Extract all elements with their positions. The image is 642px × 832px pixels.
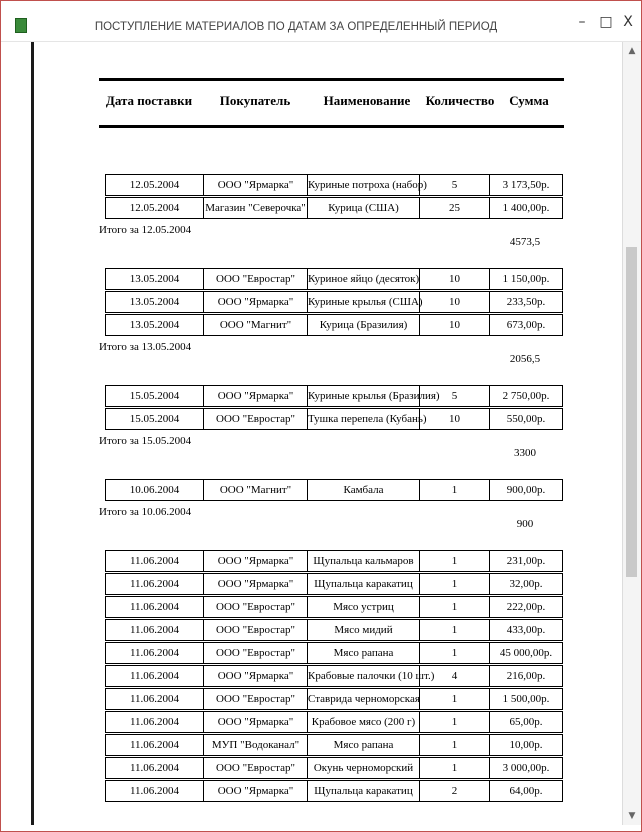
subtotal-value: 900 — [516, 518, 534, 530]
cell-date: 11.06.2004 — [106, 620, 204, 640]
subtotal-label: Итого за 12.05.2004 — [99, 224, 192, 236]
cell-name: Щупальца кальмаров — [308, 551, 420, 571]
cell-quantity: 1 — [420, 689, 490, 709]
cell-date: 15.05.2004 — [106, 386, 204, 406]
cell-name: Мясо рапана — [308, 735, 420, 755]
cell-name: Куриные крылья (Бразилия) — [308, 386, 420, 406]
subtotal-label: Итого за 15.05.2004 — [99, 435, 192, 447]
cell-name: Курица (США) — [308, 198, 420, 218]
cell-name: Тушка перепела (Кубань) — [308, 409, 420, 429]
page-edge — [31, 42, 34, 825]
window-title: ПОСТУПЛЕНИЕ МАТЕРИАЛОВ ПО ДАТАМ ЗА ОПРЕДЕЛЕННЫЙ ПЕРИОД — [94, 21, 498, 33]
title-bar[interactable] — [1, 1, 641, 42]
table-row — [105, 596, 563, 618]
cell-buyer: ООО "Ярмарка" — [204, 781, 308, 801]
cell-sum: 65,00р. — [509, 716, 543, 728]
cell-name: Крабовые палочки (10 шт.) — [308, 666, 420, 686]
cell-buyer: ООО "Евростар" — [204, 758, 308, 778]
cell-quantity: 10 — [420, 409, 490, 429]
table-row — [105, 550, 563, 572]
table-row — [105, 573, 563, 595]
cell-buyer: ООО "Евростар" — [204, 409, 308, 429]
table-row — [105, 408, 563, 430]
close-button[interactable]: X — [623, 14, 633, 30]
cell-buyer: ООО "Магнит" — [204, 315, 308, 335]
table-row — [105, 619, 563, 641]
header-sum: Сумма — [509, 93, 549, 108]
cell-sum: 32,00р. — [509, 578, 543, 590]
cell-quantity: 1 — [420, 551, 490, 571]
cell-date: 11.06.2004 — [106, 758, 204, 778]
header-name: Наименование — [323, 93, 411, 108]
cell-date: 13.05.2004 — [106, 269, 204, 289]
vertical-scrollbar[interactable] — [622, 42, 641, 825]
table-row — [105, 268, 563, 290]
cell-date: 11.06.2004 — [106, 735, 204, 755]
cell-sum: 3 173,50р. — [502, 179, 550, 191]
table-row — [105, 174, 563, 196]
cell-sum: 10,00р. — [509, 739, 543, 751]
cell-quantity: 4 — [420, 666, 490, 686]
cell-date: 11.06.2004 — [106, 781, 204, 801]
cell-date: 15.05.2004 — [106, 409, 204, 429]
header-date: Дата поставки — [105, 93, 193, 108]
cell-buyer: МУП "Водоканал" — [204, 735, 308, 755]
cell-date: 12.05.2004 — [106, 198, 204, 218]
cell-quantity: 10 — [420, 292, 490, 312]
subtotal-label: Итого за 13.05.2004 — [99, 341, 192, 353]
scroll-down-arrow-icon[interactable]: ▼ — [628, 811, 636, 821]
cell-quantity: 1 — [420, 574, 490, 594]
cell-buyer: ООО "Ярмарка" — [204, 666, 308, 686]
cell-quantity: 1 — [420, 597, 490, 617]
cell-name: Щупальца каракатиц — [308, 574, 420, 594]
table-row — [105, 314, 563, 336]
cell-name: Куриные крылья (США) — [308, 292, 420, 312]
cell-sum: 233,50р. — [506, 296, 546, 308]
cell-buyer: ООО "Евростар" — [204, 643, 308, 663]
cell-sum: 216,00р. — [506, 670, 546, 682]
subtotal-value: 3300 — [514, 447, 536, 459]
table-row — [105, 711, 563, 733]
subtotal-label: Итого за 10.06.2004 — [99, 506, 192, 518]
cell-sum: 1 400,00р. — [502, 202, 550, 214]
cell-sum: 64,00р. — [509, 785, 543, 797]
cell-buyer: ООО "Ярмарка" — [204, 574, 308, 594]
cell-quantity: 2 — [420, 781, 490, 801]
cell-date: 11.06.2004 — [106, 643, 204, 663]
cell-date: 13.05.2004 — [106, 292, 204, 312]
cell-date: 11.06.2004 — [106, 597, 204, 617]
table-row — [105, 197, 563, 219]
cell-quantity: 5 — [420, 386, 490, 406]
header-quantity: Количество — [425, 93, 495, 108]
subtotal-value: 2056,5 — [509, 353, 541, 365]
header-buyer: Покупатель — [219, 93, 291, 108]
cell-quantity: 1 — [420, 480, 490, 500]
table-row — [105, 665, 563, 687]
access-app-icon — [15, 18, 27, 33]
table-row — [105, 479, 563, 501]
cell-date: 13.05.2004 — [106, 315, 204, 335]
cell-name: Куриные потроха (набор) — [308, 175, 420, 195]
cell-buyer: ООО "Ярмарка" — [204, 386, 308, 406]
cell-sum: 231,00р. — [506, 555, 546, 567]
cell-buyer: ООО "Евростар" — [204, 620, 308, 640]
cell-sum: 900,00р. — [506, 484, 546, 496]
cell-quantity: 5 — [420, 175, 490, 195]
cell-sum: 1 150,00р. — [502, 273, 550, 285]
cell-quantity: 25 — [420, 198, 490, 218]
cell-name: Мясо устриц — [308, 597, 420, 617]
cell-quantity: 10 — [420, 269, 490, 289]
cell-buyer: Магазин "Северочка" — [204, 198, 308, 218]
cell-name: Щупальца каракатиц — [308, 781, 420, 801]
cell-quantity: 1 — [420, 735, 490, 755]
cell-name: Мясо мидий — [308, 620, 420, 640]
table-row — [105, 688, 563, 710]
cell-name: Ставрида черноморская — [308, 689, 420, 709]
cell-buyer: ООО "Евростар" — [204, 597, 308, 617]
cell-buyer: ООО "Ярмарка" — [204, 175, 308, 195]
cell-name: Окунь черноморский — [308, 758, 420, 778]
cell-name: Крабовое мясо (200 г) — [308, 712, 420, 732]
table-row — [105, 734, 563, 756]
cell-sum: 673,00р. — [506, 319, 546, 331]
cell-buyer: ООО "Евростар" — [204, 689, 308, 709]
cell-date: 11.06.2004 — [106, 574, 204, 594]
cell-buyer: ООО "Ярмарка" — [204, 551, 308, 571]
cell-sum: 1 500,00р. — [502, 693, 550, 705]
minimize-button[interactable]: – — [578, 14, 586, 30]
table-row — [105, 780, 563, 802]
table-row — [105, 385, 563, 407]
cell-name: Мясо рапана — [308, 643, 420, 663]
maximize-button[interactable]: □ — [599, 14, 613, 30]
cell-quantity: 1 — [420, 712, 490, 732]
cell-sum: 550,00р. — [506, 413, 546, 425]
table-row — [105, 642, 563, 664]
cell-buyer: ООО "Евростар" — [204, 269, 308, 289]
cell-sum: 222,00р. — [506, 601, 546, 613]
scroll-up-arrow-icon[interactable]: ▲ — [628, 46, 636, 56]
table-row — [105, 291, 563, 313]
cell-sum: 2 750,00р. — [502, 390, 550, 402]
cell-date: 11.06.2004 — [106, 689, 204, 709]
subtotal-value: 4573,5 — [509, 236, 541, 248]
scroll-thumb[interactable] — [626, 247, 637, 577]
cell-quantity: 1 — [420, 758, 490, 778]
cell-quantity: 1 — [420, 620, 490, 640]
cell-date: 11.06.2004 — [106, 712, 204, 732]
cell-buyer: ООО "Ярмарка" — [204, 712, 308, 732]
cell-date: 11.06.2004 — [106, 666, 204, 686]
cell-date: 11.06.2004 — [106, 551, 204, 571]
cell-buyer: ООО "Ярмарка" — [204, 292, 308, 312]
table-row — [105, 757, 563, 779]
cell-sum: 3 000,00р. — [502, 762, 550, 774]
cell-sum: 45 000,00р. — [499, 647, 553, 659]
cell-quantity: 1 — [420, 643, 490, 663]
cell-name: Курица (Бразилия) — [308, 315, 420, 335]
cell-date: 10.06.2004 — [106, 480, 204, 500]
cell-name: Куриное яйцо (десяток) — [308, 269, 420, 289]
cell-name: Камбала — [308, 480, 420, 500]
cell-quantity: 10 — [420, 315, 490, 335]
cell-buyer: ООО "Магнит" — [204, 480, 308, 500]
cell-date: 12.05.2004 — [106, 175, 204, 195]
cell-sum: 433,00р. — [506, 624, 546, 636]
table-header — [99, 78, 564, 128]
